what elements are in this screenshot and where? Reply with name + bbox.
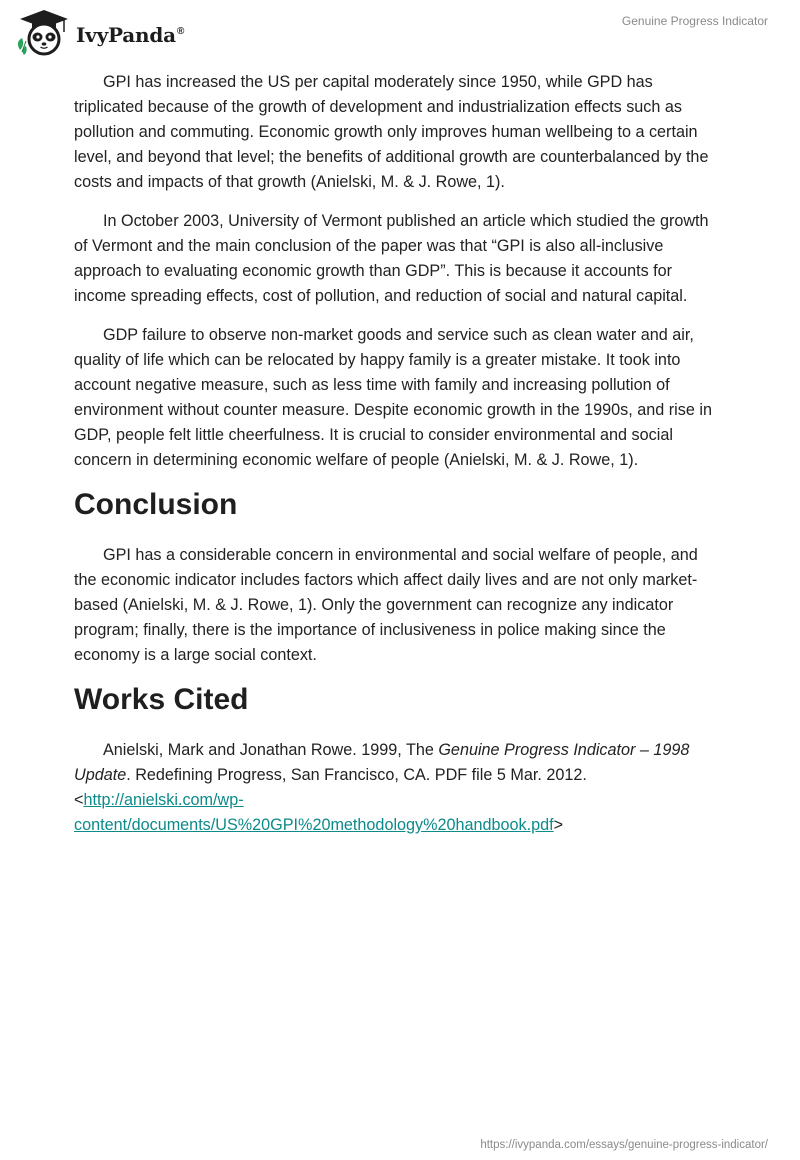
brand-label: IvyPanda [76, 23, 176, 47]
citation-link[interactable]: http://anielski.com/wp-content/documents/US%20GPI%20methodology%20handbook.pdf [74, 791, 554, 834]
registered-mark: ® [176, 26, 185, 38]
panda-graduation-cap-icon [14, 8, 74, 58]
body-paragraph-1: GPI has increased the US per capital moderately since 1950, while GPD has triplicated because of the growth of development and industrialization effects such as pollution and commuting. Economic growth only improves human wellbeing to a certain level, and beyond that level; the benefits of additional growth are counterbalanced by the costs and impacts of that growth (Anielski, M. & J. Rowe, 1). [74, 73, 709, 191]
ivypanda-logo[interactable] [14, 8, 184, 58]
footer-url: https://ivypanda.com/essays/genuine-progress-indicator/ [480, 1139, 768, 1151]
conclusion-paragraph: GPI has a considerable concern in environmental and social welfare of people, and the economic indicator includes factors which affect daily lives and are not only market-based (Anielski, M. & J. Rowe, 1). Only the government can recognize any indicator program; finally, there is the importance of inclusiveness in police making since the economy is a large social context. [74, 546, 698, 664]
body-paragraph-3: GDP failure to observe non-market goods and service such as clean water and air, quality of life which can be relocated by happy family is a greater mistake. It took into account negative measure, such as less time with family and increasing pollution of environment without counter measure. Despite economic growth in the 1990s, and rise in GDP, people felt little cheerfulness. It is crucial to consider environmental and social concern in determining economic welfare of people (Anielski, M. & J. Rowe, 1). [74, 326, 712, 469]
conclusion-heading: Conclusion [74, 488, 238, 521]
brand-name [76, 23, 184, 47]
works-cited-heading: Works Cited [74, 683, 249, 716]
citation-details: . Redefining Progress, San Francisco, CA. PDF file 5 Mar. 2012. < [74, 766, 587, 809]
document-title: Genuine Progress Indicator [621, 14, 768, 28]
citation-closing: > [553, 816, 564, 834]
citation-authors: Anielski, Mark and Jonathan Rowe. 1999, The [103, 741, 439, 759]
body-paragraph-2: In October 2003, University of Vermont published an article which studied the growth of Vermont and the main conclusion of the paper was that “GPI is also all-inclusive approach to evaluating economic growth than GDP”. This is because it accounts for income spreading effects, cost of pollution, and reduction of social and natural capital. [74, 212, 709, 305]
citation-entry [74, 738, 724, 838]
page-header [0, 0, 800, 70]
citation-title: Genuine Progress Indicator – 1998 Update [74, 741, 690, 784]
essay-body [74, 70, 724, 838]
